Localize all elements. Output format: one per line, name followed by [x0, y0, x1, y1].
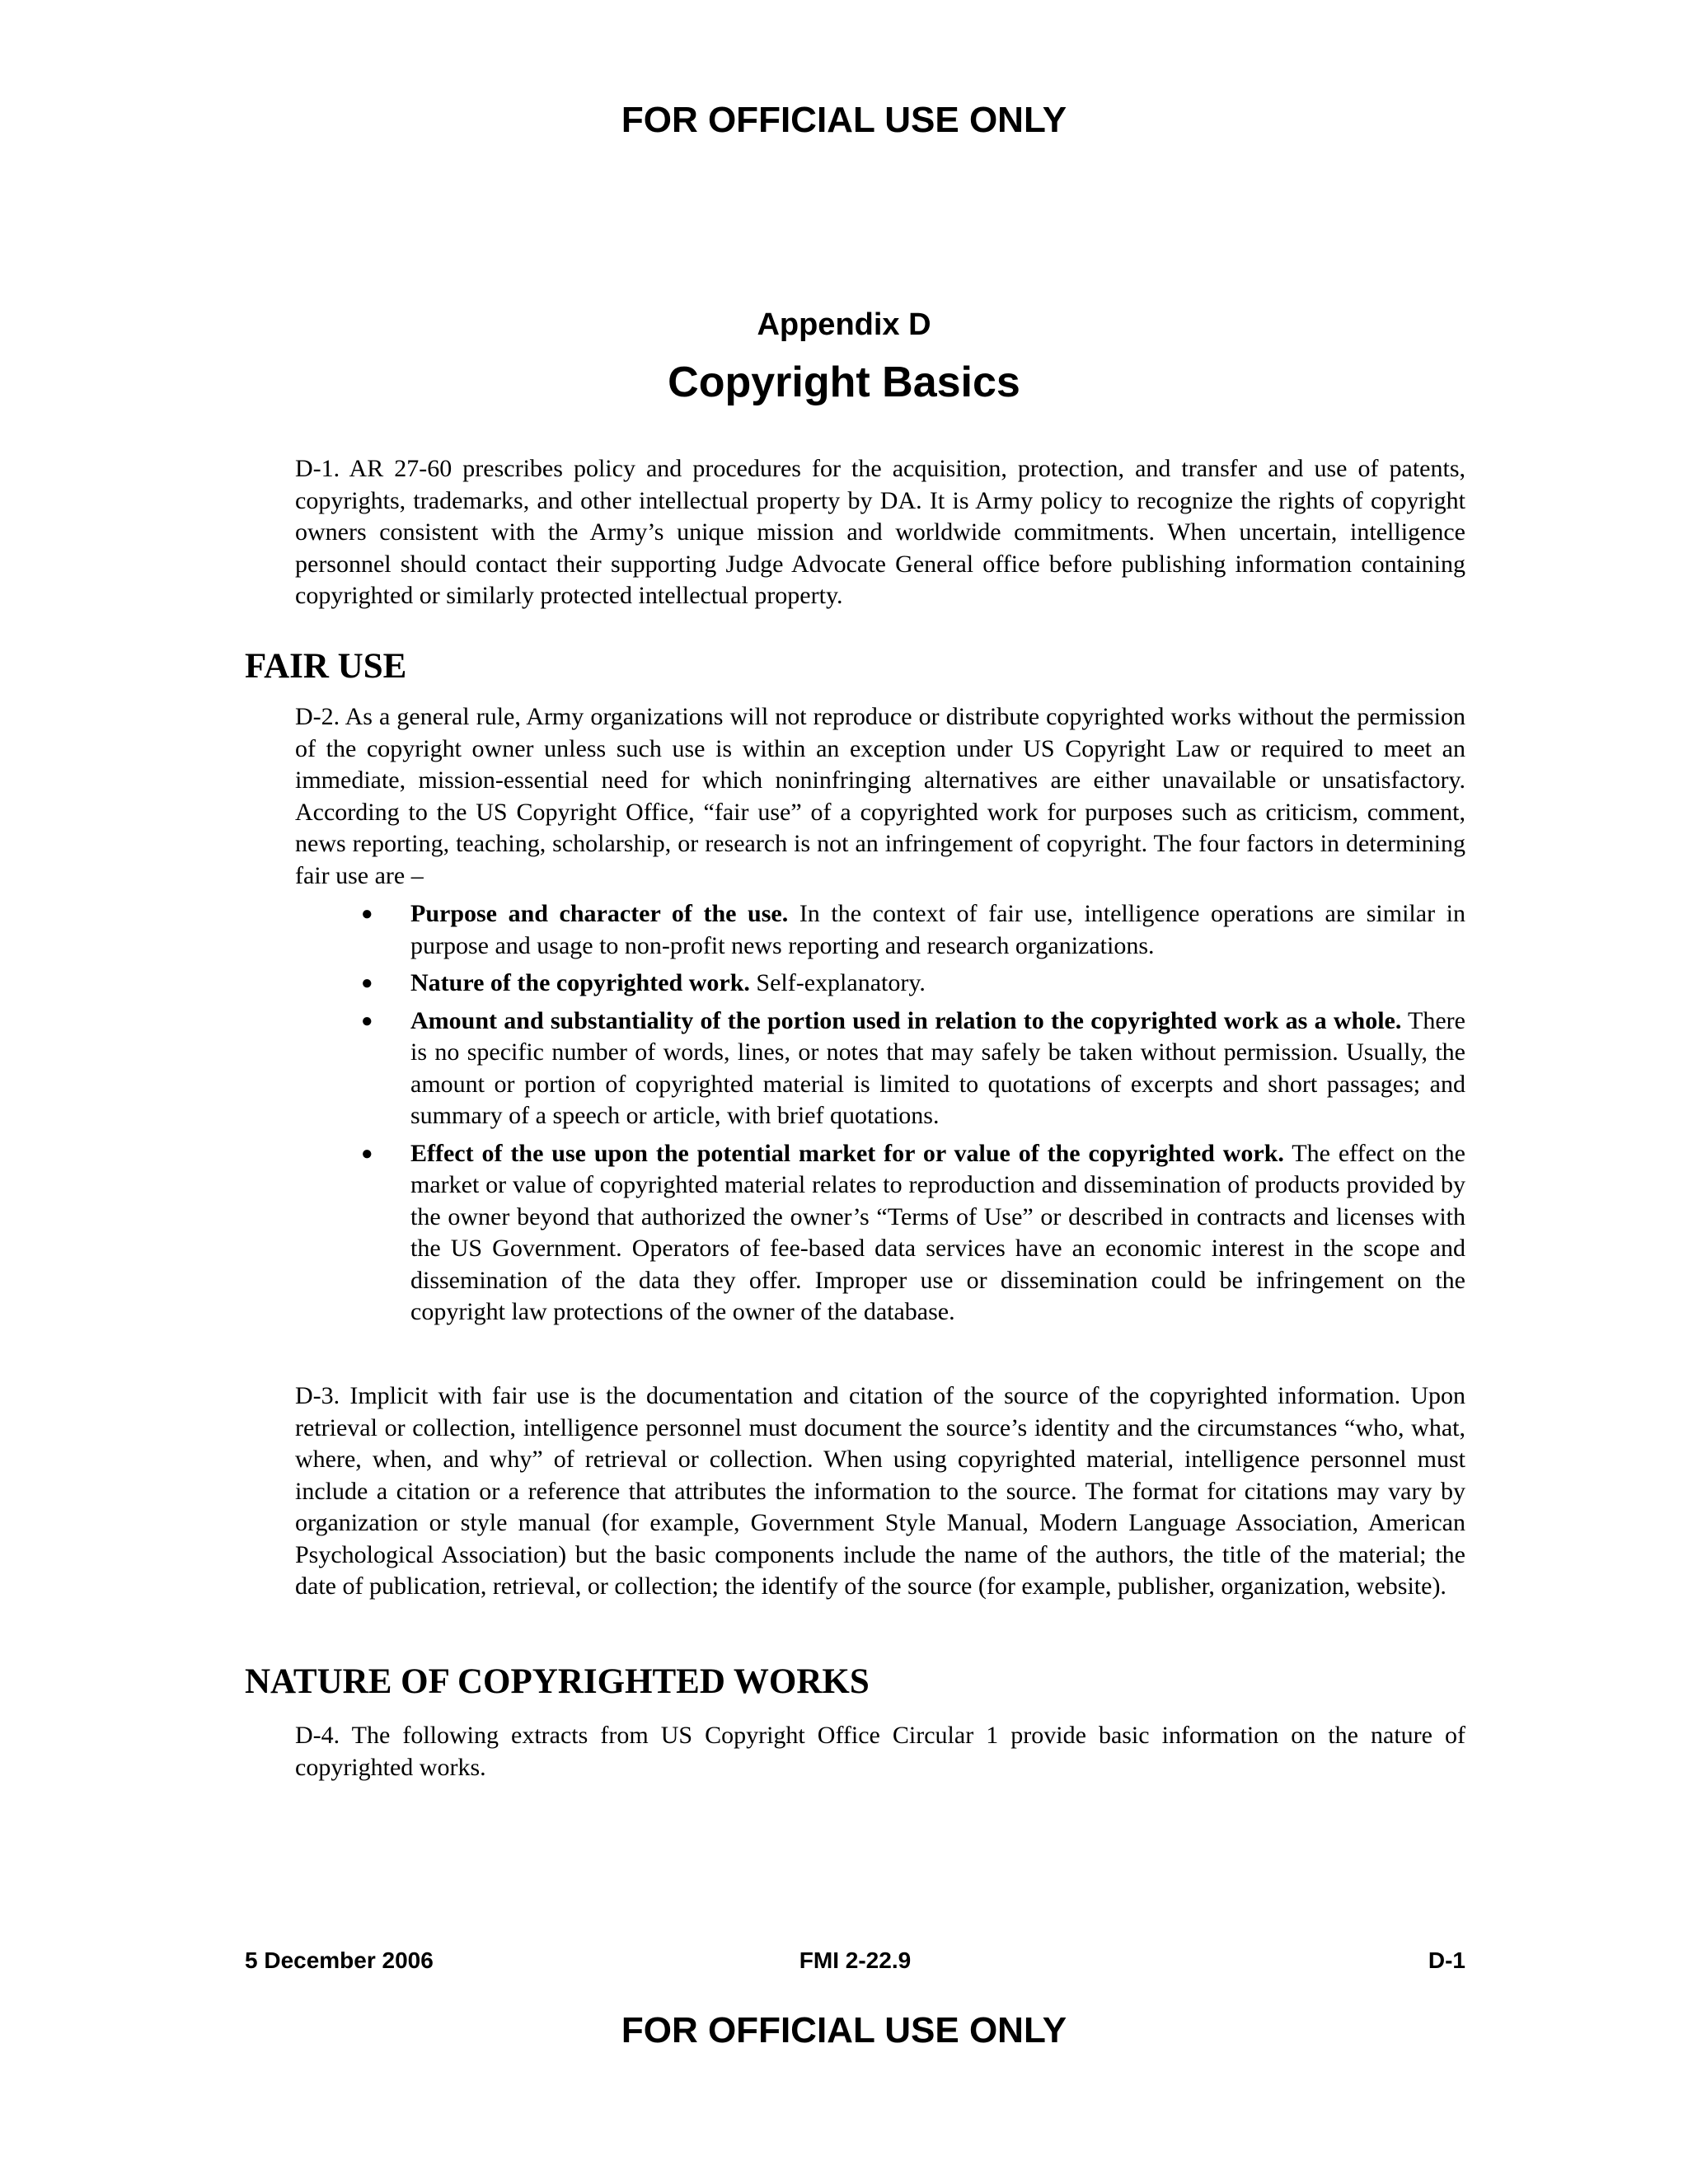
security-marking-bottom: FOR OFFICIAL USE ONLY	[621, 2010, 1067, 2050]
list-item-term: Nature of the copyrighted work.	[410, 969, 750, 996]
paragraph-d2: D-2. As a general rule, Army organizations will not reproduce or distribute copyrighted works without the permission of the copyright owner unless such use is within an exception under US Copyright Law or required to meet an immediate, mission-essential need for which noninfringing alternatives are either unavailable or unsatisfactory. According to the US Copyright Office, “fair use” of a copyrighted work for purposes such as criticism, comment, news reporting, teaching, scholarship, or research is not an infringement of copyright. The four factors in determining fair use are –	[295, 703, 1465, 889]
list-item-text: Self-explanatory.	[749, 969, 926, 996]
paragraph-d4: D-4. The following extracts from US Copyright Office Circular 1 provide basic information on the nature of copyrighted works.	[295, 1722, 1465, 1781]
security-marking-top: FOR OFFICIAL USE ONLY	[621, 100, 1067, 140]
paragraph-d1: D-1. AR 27-60 prescribes policy and procedures for the acquisition, protection, and transfer and use of patents, copyrights, trademarks, and other intellectual property by DA. It is Army policy to recognize the rights of copyright owners consistent with the Army’s unique mission and worldwide commitments. When uncertain, intelligence personnel should contact their supporting Judge Advocate General office before publishing information containing copyrighted or similarly protected intellectual property.	[295, 455, 1465, 609]
list-item	[295, 1138, 1465, 1329]
appendix-label: Appendix D	[757, 307, 931, 342]
appendix-title: Copyright Basics	[668, 359, 1020, 406]
bullet-icon: ●	[361, 1142, 373, 1165]
list-item	[295, 968, 1465, 1000]
bullet-icon: ●	[361, 903, 373, 925]
footer-doc-id: FMI 2-22.9	[799, 1947, 912, 1973]
list-item-text: The effect on the market or value of copyrighted material relates to reproduction and dissemination of products provided by the owner beyond that authorized the owner’s “Terms of Use” or described in contracts and licenses with the US Government. Operators of fee-based data services have an economic interest in the scope and dissemination of the data they offer. Improper use or dissemination could be infringement on the copyright law protections of the owner of the database.	[410, 1139, 1465, 1325]
list-item-term: Amount and substantiality of the portion used in relation to the copyrighted work as a whole.	[410, 1006, 1402, 1034]
section-heading-fair-use: FAIR USE	[245, 647, 407, 686]
list-item-text: There is no specific number of words, lines, or notes that may safely be taken without permission. Usually, the amount or portion of copyrighted material is limited to quotations of excerpts and short passages; and summary of a speech or article, with brief quotations.	[410, 1006, 1465, 1129]
bullet-icon: ●	[361, 972, 373, 994]
paragraph-d3: D-3. Implicit with fair use is the documentation and citation of the source of the copyrighted information. Upon retrieval or collection, intelligence personnel must document the source’s identity and the circumstances “who, what, where, when, and why” of retrieval or collection. When using copyrighted material, intelligence personnel must include a citation or a reference that attributes the information to the source. The format for citations may vary by organization or style manual (for example, Government Style Manual, Modern Language Association, American Psychological Association) but the basic components include the name of the authors, the title of the material; the date of publication, retrieval, or collection; the identify of the source (for example, publisher, organization, website).	[295, 1382, 1465, 1600]
list-item-term: Purpose and character of the use.	[410, 900, 789, 927]
footer-date: 5 December 2006	[245, 1947, 434, 1973]
fair-use-factors-list	[295, 898, 1465, 1334]
footer-page-number: D-1	[1428, 1947, 1465, 1973]
list-item-term: Effect of the use upon the potential market for or value of the copyrighted work.	[410, 1139, 1284, 1167]
list-item-text: In the context of fair use, intelligence operations are similar in purpose and usage to non-profit news reporting and research organizations.	[410, 900, 1466, 959]
list-item	[295, 1005, 1465, 1132]
section-heading-nature: NATURE OF COPYRIGHTED WORKS	[245, 1662, 870, 1701]
bullet-icon: ●	[361, 1010, 373, 1032]
list-item	[295, 898, 1465, 962]
